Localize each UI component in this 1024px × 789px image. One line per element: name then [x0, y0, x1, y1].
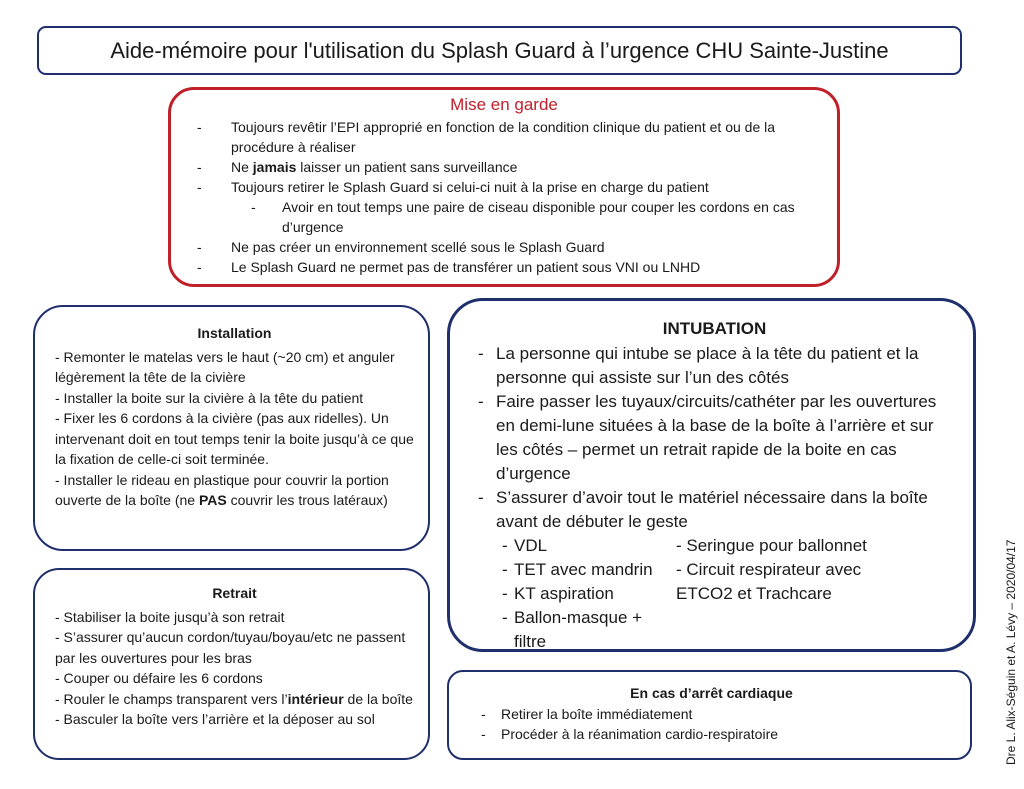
- retrait-line: [55, 689, 414, 710]
- equipment-item: - Seringue pour ballonnet: [676, 536, 867, 555]
- retrait-title: Retrait: [212, 585, 257, 601]
- equipment-list: [476, 534, 953, 654]
- intubation-item: - S’assurer d’avoir tout le matériel nécessaire dans la boîte avant de débuter le geste: [476, 486, 953, 534]
- equipment-item: - KT aspiration: [514, 582, 676, 606]
- author-credit: Dre L. Alix-Séguin et A. Lévy – 2020/04/17: [1004, 539, 1018, 765]
- installation-emphasis: PAS: [199, 492, 227, 508]
- warning-item: [185, 157, 823, 177]
- equipment-column-left: [476, 534, 676, 654]
- installation-title: Installation: [197, 325, 272, 341]
- warning-item: - Ne pas créer un environnement scellé sous le Splash Guard: [185, 237, 823, 257]
- retrait-line: - Basculer la boîte vers l’arrière et la déposer au sol: [55, 711, 375, 727]
- installation-line: - Installer la boite sur la civière à la tête du patient: [55, 389, 364, 406]
- cardiac-arrest-title: En cas d’arrêt cardiaque: [630, 685, 793, 701]
- warning-item-text: laisser un patient sans surveillance: [296, 159, 518, 175]
- warning-title: Mise en garde: [450, 95, 558, 114]
- retrait-emphasis: intérieur: [287, 690, 344, 707]
- warning-item: - Toujours retirer le Splash Guard si celui-ci nuit à la prise en charge du patient: [185, 177, 823, 197]
- equipment-item: - TET avec mandrin: [514, 558, 676, 582]
- installation-line: [55, 470, 414, 511]
- installation-line: - Remonter le matelas vers le haut (~20 cm) et anguler légèrement la tête de la civière: [55, 348, 395, 385]
- equipment-item: - Ballon-masque + filtre: [514, 606, 676, 654]
- intubation-box: [447, 298, 976, 652]
- installation-line: - Fixer les 6 cordons à la civière (pas aux ridelles). Un intervenant doit en tout temps tenir la boite jusqu’à ce que la fixation de celle-ci soit terminée.: [55, 410, 414, 467]
- page-title: Aide-mémoire pour l'utilisation du Splash Guard à l’urgence CHU Sainte-Justine: [110, 37, 889, 63]
- cardiac-arrest-item: - Retirer la boîte immédiatement: [467, 704, 956, 724]
- cardiac-arrest-list: [467, 704, 956, 744]
- warning-item: - Toujours revêtir l’EPI approprié en fonction de la condition clinique du patient et ou de la procédure à réaliser: [185, 117, 823, 157]
- intubation-item: - La personne qui intube se place à la tête du patient et la personne qui assiste sur l’un des côtés: [476, 342, 953, 390]
- equipment-column-right: [676, 534, 896, 654]
- retrait-box: [33, 568, 430, 760]
- warning-box: [168, 87, 840, 287]
- installation-line-text: - Installer le rideau en plastique pour couvrir la portion ouverte de la boîte (ne: [55, 471, 389, 508]
- equipment-item: - Circuit respirateur avec ETCO2 et Trachcare: [676, 560, 862, 603]
- intubation-title: INTUBATION: [662, 319, 767, 338]
- cardiac-arrest-box: [447, 670, 972, 760]
- page-title-box: [37, 26, 962, 75]
- installation-box: [33, 305, 430, 551]
- intubation-item: - Faire passer les tuyaux/circuits/cathéter par les ouvertures en demi-lune situées à la base de la boîte à l’arrière et sur les côtés – permet un retrait rapide de la boite en cas d’urgence: [476, 390, 953, 486]
- warning-list: [185, 117, 823, 277]
- cardiac-arrest-item: - Procéder à la réanimation cardio-respiratoire: [467, 724, 956, 744]
- retrait-line: - Couper ou défaire les 6 cordons: [55, 670, 263, 686]
- warning-item-text: Ne: [231, 159, 253, 175]
- retrait-line: - Stabiliser la boite jusqu’à son retrait: [55, 608, 285, 625]
- retrait-line: - S’assurer qu’aucun cordon/tuyau/boyau/etc ne passent par les ouvertures pour les bras: [55, 629, 406, 666]
- equipment-item: - VDL: [514, 534, 676, 558]
- retrait-line-text: de la boîte: [343, 690, 413, 707]
- warning-item: - Le Splash Guard ne permet pas de transférer un patient sous VNI ou LNHD: [185, 257, 823, 277]
- retrait-line-text: - Rouler le champs transparent vers l’: [55, 690, 288, 707]
- warning-subitem: - Avoir en tout temps une paire de ciseau disponible pour couper les cordons en cas d’urgence: [185, 197, 823, 237]
- warning-item-emphasis: jamais: [252, 159, 297, 175]
- intubation-list: [476, 342, 953, 534]
- installation-line-text: couvrir les trous latéraux): [226, 492, 388, 508]
